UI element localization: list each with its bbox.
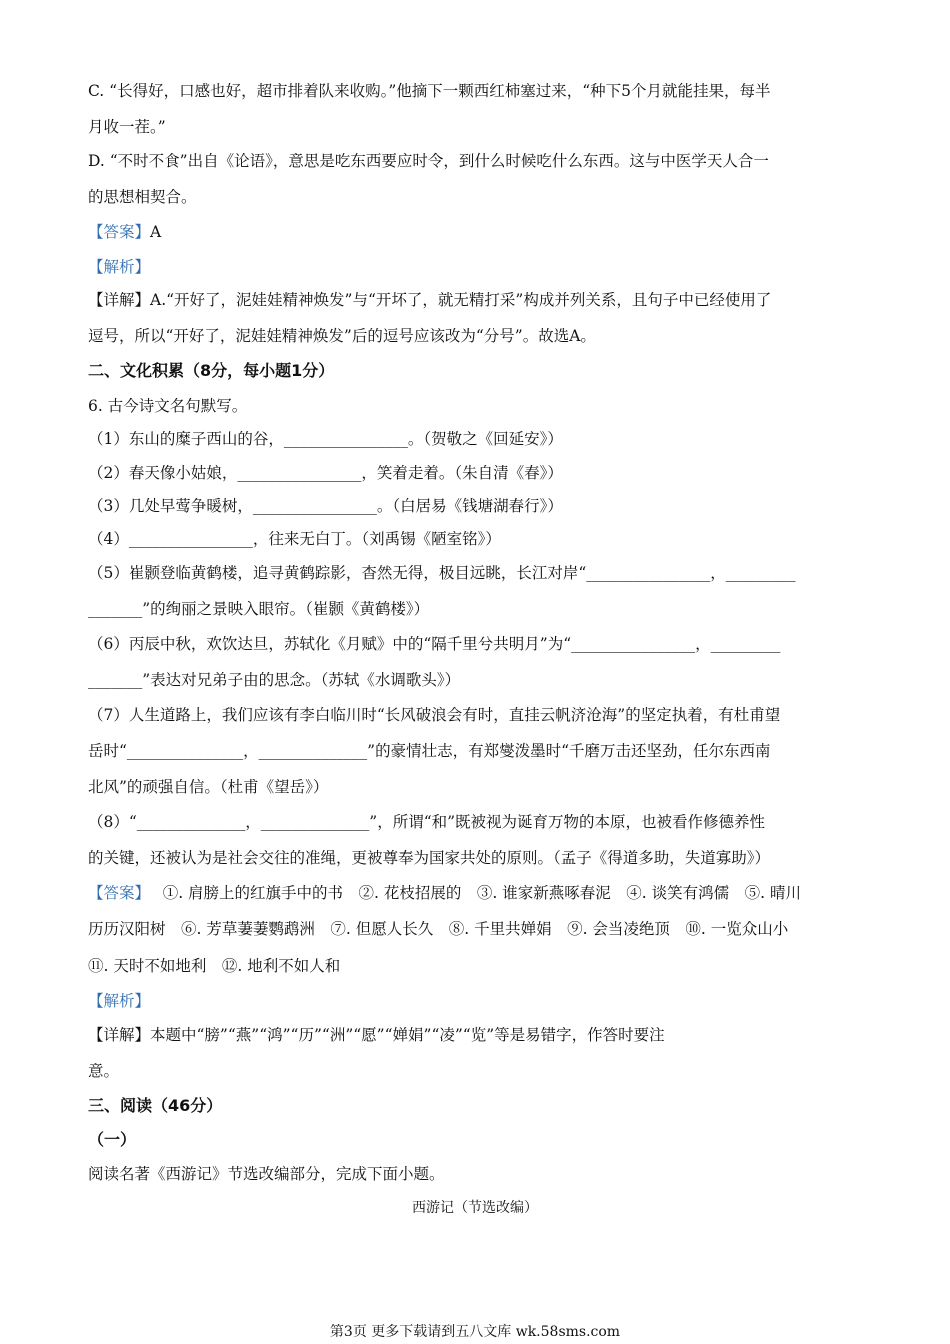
question-item: 的关键，还被认为是社会交往的准绳，更被尊奉为国家共处的原则。（孟子《得道多助，失道寡助》） (88, 849, 771, 867)
question-item: 北风”的顽强自信。（杜甫《望岳》） (88, 778, 329, 796)
answer-label: 【答案】 (88, 223, 151, 241)
answer-row (88, 222, 161, 242)
answer-value: A (150, 223, 162, 241)
question-item: （8）“______________，______________”，所谓“和”既被视为诞育万物的本原，也被看作修德养性 (88, 813, 766, 831)
answer-label: 【答案】 (88, 884, 143, 902)
detail-line-2: 逗号，所以“开好了，泥娃娃精神焕发”后的逗号应该改为“分号”。故选A。 (88, 327, 596, 345)
page-footer: 第3页 更多下载请到五八文库 wk.58sms.com (329, 1324, 621, 1340)
detail-line-1: 【详解】A.“开好了，泥娃娃精神焕发”与“开坏了，就无精打采”构成并列关系，且句子中已经使用了 (88, 291, 772, 309)
option-d-line-1: D. “不时不食”出自《论语》，意思是吃东西要应时令，到什么时候吃什么东西。这与中医学天人合一 (88, 152, 769, 170)
option-c-line-2: 月收一茬。” (88, 118, 166, 136)
question-item: 岳时“_______________，______________”的豪情壮志，有郑燮泼墨时“千磨万击还坚劲，任尔东西南 (88, 742, 771, 760)
question-item: （1）东山的糜子西山的谷，________________。（贺敬之《回延安》） (88, 430, 563, 448)
option-d-line-2: 的思想相契合。 (88, 188, 197, 206)
detail-line-2: 意。 (88, 1062, 120, 1080)
question-item: _______”的绚丽之景映入眼帘。（崔颢《黄鹤楼》） (88, 600, 430, 618)
question-title: 6. 古今诗文名句默写。 (88, 397, 248, 415)
question-item: _______”表达对兄弟子由的思念。（苏轼《水调歌头》） (88, 671, 461, 689)
section-heading: 三、阅读（46分） (88, 1096, 223, 1115)
answer-line: 历历汉阳树 ⑥. 芳草萋萋鹦鹉洲 ⑦. 但愿人长久 ⑧. 千里共婵娟 ⑨. 会当凌绝顶 ⑩. 一览众山小 (88, 920, 789, 938)
question-item: （5）崔颢登临黄鹤楼，追寻黄鹤踪影，杳然无得，极目远眺，长江对岸“________________，_________ (88, 564, 796, 582)
passage-title: 西游记（节选改编） (412, 1200, 538, 1216)
question-item: （7）人生道路上，我们应该有李白临川时“长风破浪会有时，直挂云帆济沧海”的坚定执着，有杜甫望 (88, 706, 781, 724)
subsection-heading: （一） (88, 1130, 137, 1149)
detail-line-1: 【详解】本题中“膀”“燕”“鸿”“历”“洲”“愿”“婵娟”“凌”“览”等是易错字，作答时要注 (88, 1026, 665, 1044)
answer-row: 【答案】 ①. 肩膀上的红旗手中的书 ②. 花枝招展的 ③. 谁家新燕啄春泥 ④. 谈笑有鸿儒 ⑤. 晴川 (88, 884, 801, 902)
section-heading: 二、文化积累（8分，每小题1分） (88, 361, 335, 380)
analysis-label: 【解析】 (88, 992, 151, 1010)
question-item: （4）________________，往来无白丁。（刘禹锡《陋室铭》） (88, 530, 501, 548)
question-item: （2）春天像小姑娘，________________，笑着走着。（朱自清《春》） (88, 464, 563, 482)
reading-instruction: 阅读名著《西游记》节选改编部分，完成下面小题。 (88, 1165, 445, 1183)
question-item: （3）几处早莺争暖树，________________。（白居易《钱塘湖春行》） (88, 497, 563, 515)
answer-line: ⑪. 天时不如地利 ⑫. 地利不如人和 (88, 957, 341, 975)
analysis-label: 【解析】 (88, 258, 151, 276)
option-c-line-1: C. “长得好，口感也好，超市排着队来收购。”他摘下一颗西红柿塞过来，“种下5个月就能挂果，每半 (88, 82, 771, 100)
question-item: （6）丙辰中秋，欢饮达旦，苏轼化《月赋》中的“隔千里兮共明月”为“________________，_________ (88, 635, 781, 653)
